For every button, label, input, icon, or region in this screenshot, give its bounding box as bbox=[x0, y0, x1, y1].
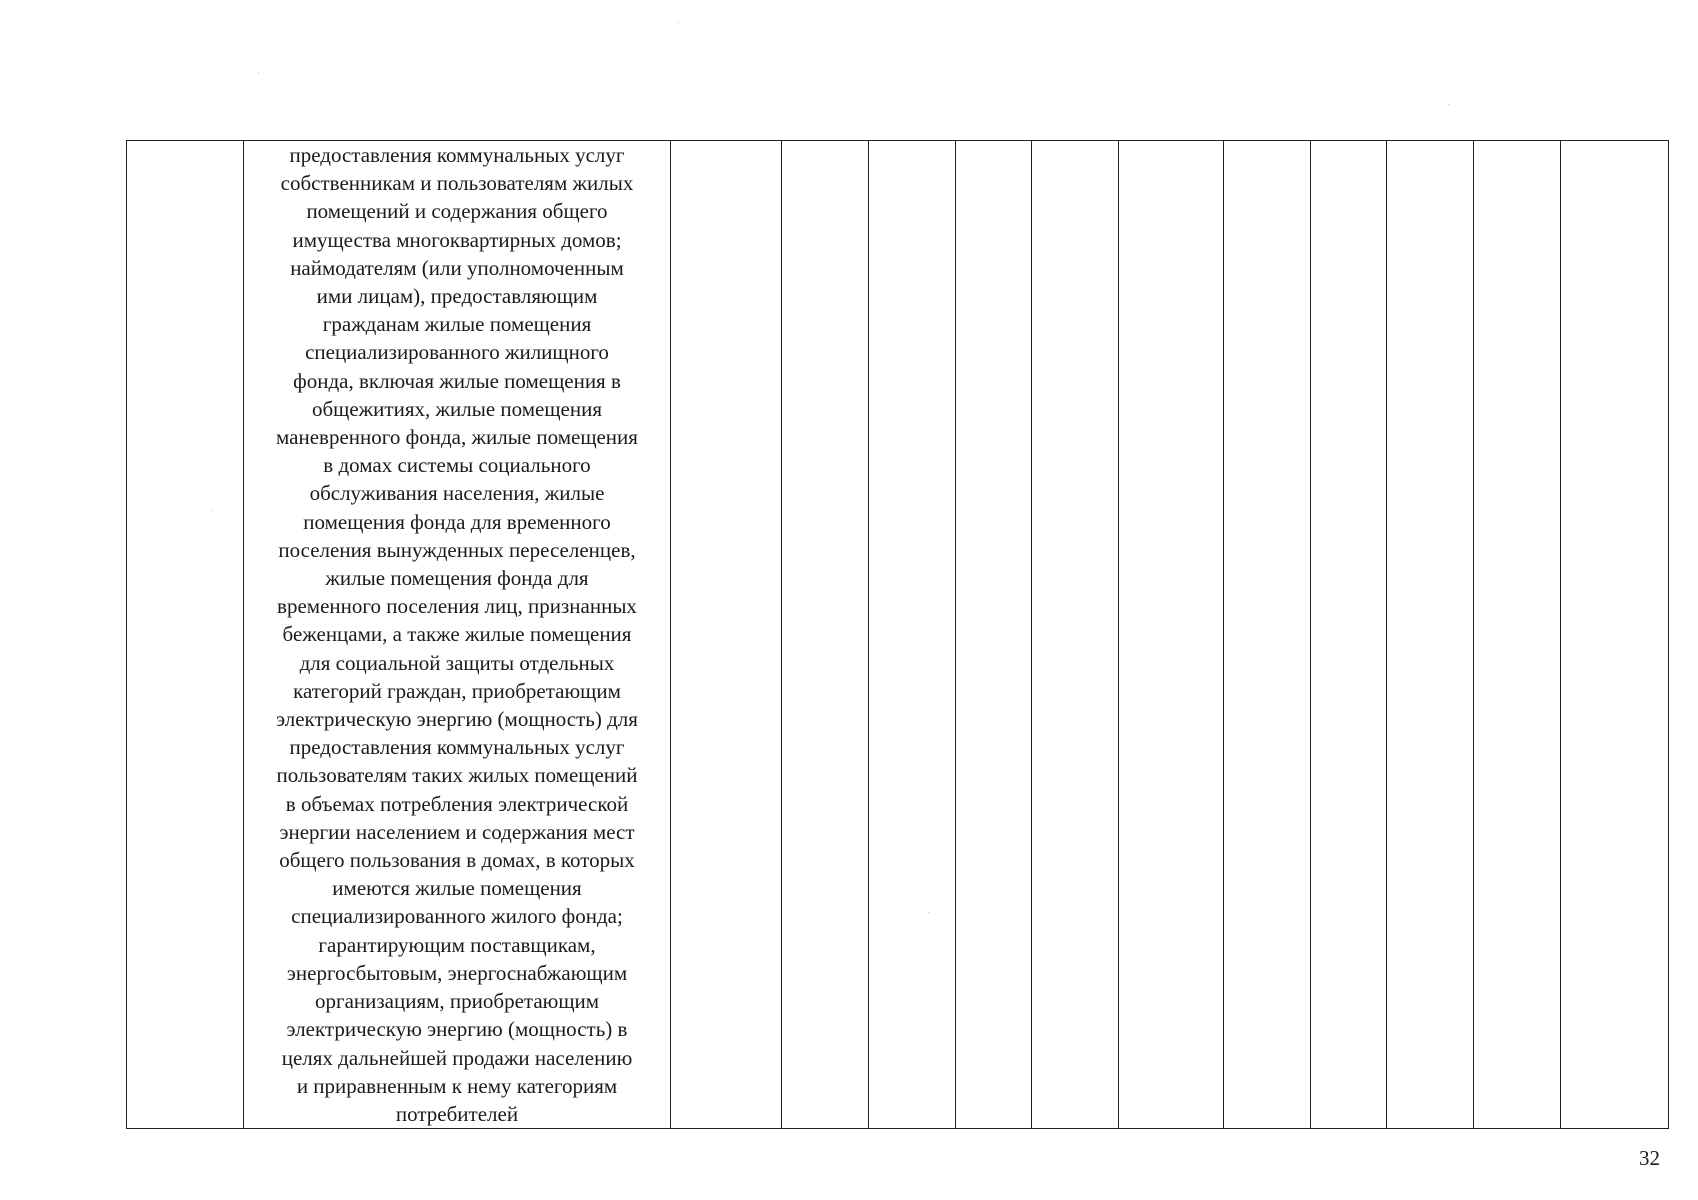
cell-text-line: наймодателям (или уполномоченным bbox=[290, 255, 624, 280]
cell-text-line: в объемах потребления электрической bbox=[285, 791, 629, 816]
table-cell-empty bbox=[1561, 141, 1669, 1129]
cell-text-line: маневренного фонда, жилые помещения bbox=[276, 425, 638, 450]
table-cell-empty bbox=[956, 141, 1032, 1129]
cell-text-line: помещения фонда для временного bbox=[303, 509, 611, 534]
cell-text-line: помещений и содержания общего bbox=[306, 199, 608, 224]
cell-text-line: организациям, приобретающим bbox=[314, 989, 600, 1014]
cell-text-line: электрическую энергию (мощность) в bbox=[286, 1017, 628, 1042]
table-row bbox=[127, 141, 1669, 1129]
table-cell-empty bbox=[1474, 141, 1561, 1129]
table-cell-empty bbox=[127, 141, 244, 1129]
table-cell-description bbox=[244, 141, 671, 1129]
table-cell-empty bbox=[1119, 141, 1224, 1129]
cell-text-line: ими лицам), предоставляющим bbox=[316, 284, 598, 309]
cell-text-line: фонда, включая жилые помещения в bbox=[293, 368, 621, 393]
scan-speck bbox=[928, 912, 929, 913]
table-cell-empty bbox=[1032, 141, 1119, 1129]
table-cell-empty bbox=[782, 141, 869, 1129]
cell-text-line: и приравненным к нему категориям bbox=[296, 1073, 618, 1098]
cell-text-line: электрическую энергию (мощность) для bbox=[276, 707, 638, 732]
cell-text-line: имеются жилые помещения bbox=[332, 876, 582, 901]
cell-text-line: общежитиях, жилые помещения bbox=[312, 396, 602, 421]
scan-speck bbox=[258, 72, 259, 73]
data-table bbox=[126, 140, 1669, 1129]
table-cell-empty bbox=[869, 141, 956, 1129]
table-cell-empty bbox=[671, 141, 782, 1129]
cell-text-line: энергосбытовым, энергоснабжающим bbox=[286, 960, 628, 985]
cell-text-line: общего пользования в домах, в которых bbox=[279, 848, 635, 873]
cell-text-line: поселения вынужденных переселенцев, bbox=[278, 537, 636, 562]
cell-text-line: в домах системы социального bbox=[323, 453, 591, 478]
cell-text-line: обслуживания населения, жилые bbox=[309, 481, 605, 506]
cell-text-line: потребителей bbox=[395, 1101, 519, 1126]
cell-text-line: специализированного жилого фонда; bbox=[291, 904, 623, 929]
cell-text-line: гражданам жилые помещения bbox=[322, 312, 592, 337]
scan-speck bbox=[212, 510, 213, 511]
cell-text-line: специализированного жилищного bbox=[305, 340, 609, 365]
cell-text-line: энергии населением и содержания мест bbox=[279, 819, 635, 844]
scan-speck bbox=[1448, 104, 1449, 105]
cell-text-line: временного поселения лиц, признанных bbox=[277, 594, 637, 619]
cell-text-line: беженцами, а также жилые помещения bbox=[282, 622, 632, 647]
cell-text-line: предоставления коммунальных услуг bbox=[289, 735, 625, 760]
cell-text-line: имущества многоквартирных домов; bbox=[292, 227, 622, 252]
cell-text-line: жилые помещения фонда для bbox=[325, 566, 589, 591]
scan-speck bbox=[678, 22, 679, 23]
cell-text-line: целях дальнейшей продажи населению bbox=[281, 1045, 633, 1070]
cell-text-line: предоставления коммунальных услуг bbox=[289, 143, 625, 167]
page-number: 32 bbox=[1639, 1146, 1660, 1170]
cell-text-line: гарантирующим поставщикам, bbox=[318, 932, 596, 957]
table-cell-empty bbox=[1224, 141, 1311, 1129]
table-cell-empty bbox=[1387, 141, 1474, 1129]
cell-text-line: пользователям таких жилых помещений bbox=[276, 763, 638, 788]
cell-text-line: категорий граждан, приобретающим bbox=[293, 678, 621, 703]
cell-text-line: для социальной защиты отдельных bbox=[299, 650, 615, 675]
cell-text-line: собственникам и пользователям жилых bbox=[280, 171, 634, 196]
table-cell-empty bbox=[1311, 141, 1387, 1129]
